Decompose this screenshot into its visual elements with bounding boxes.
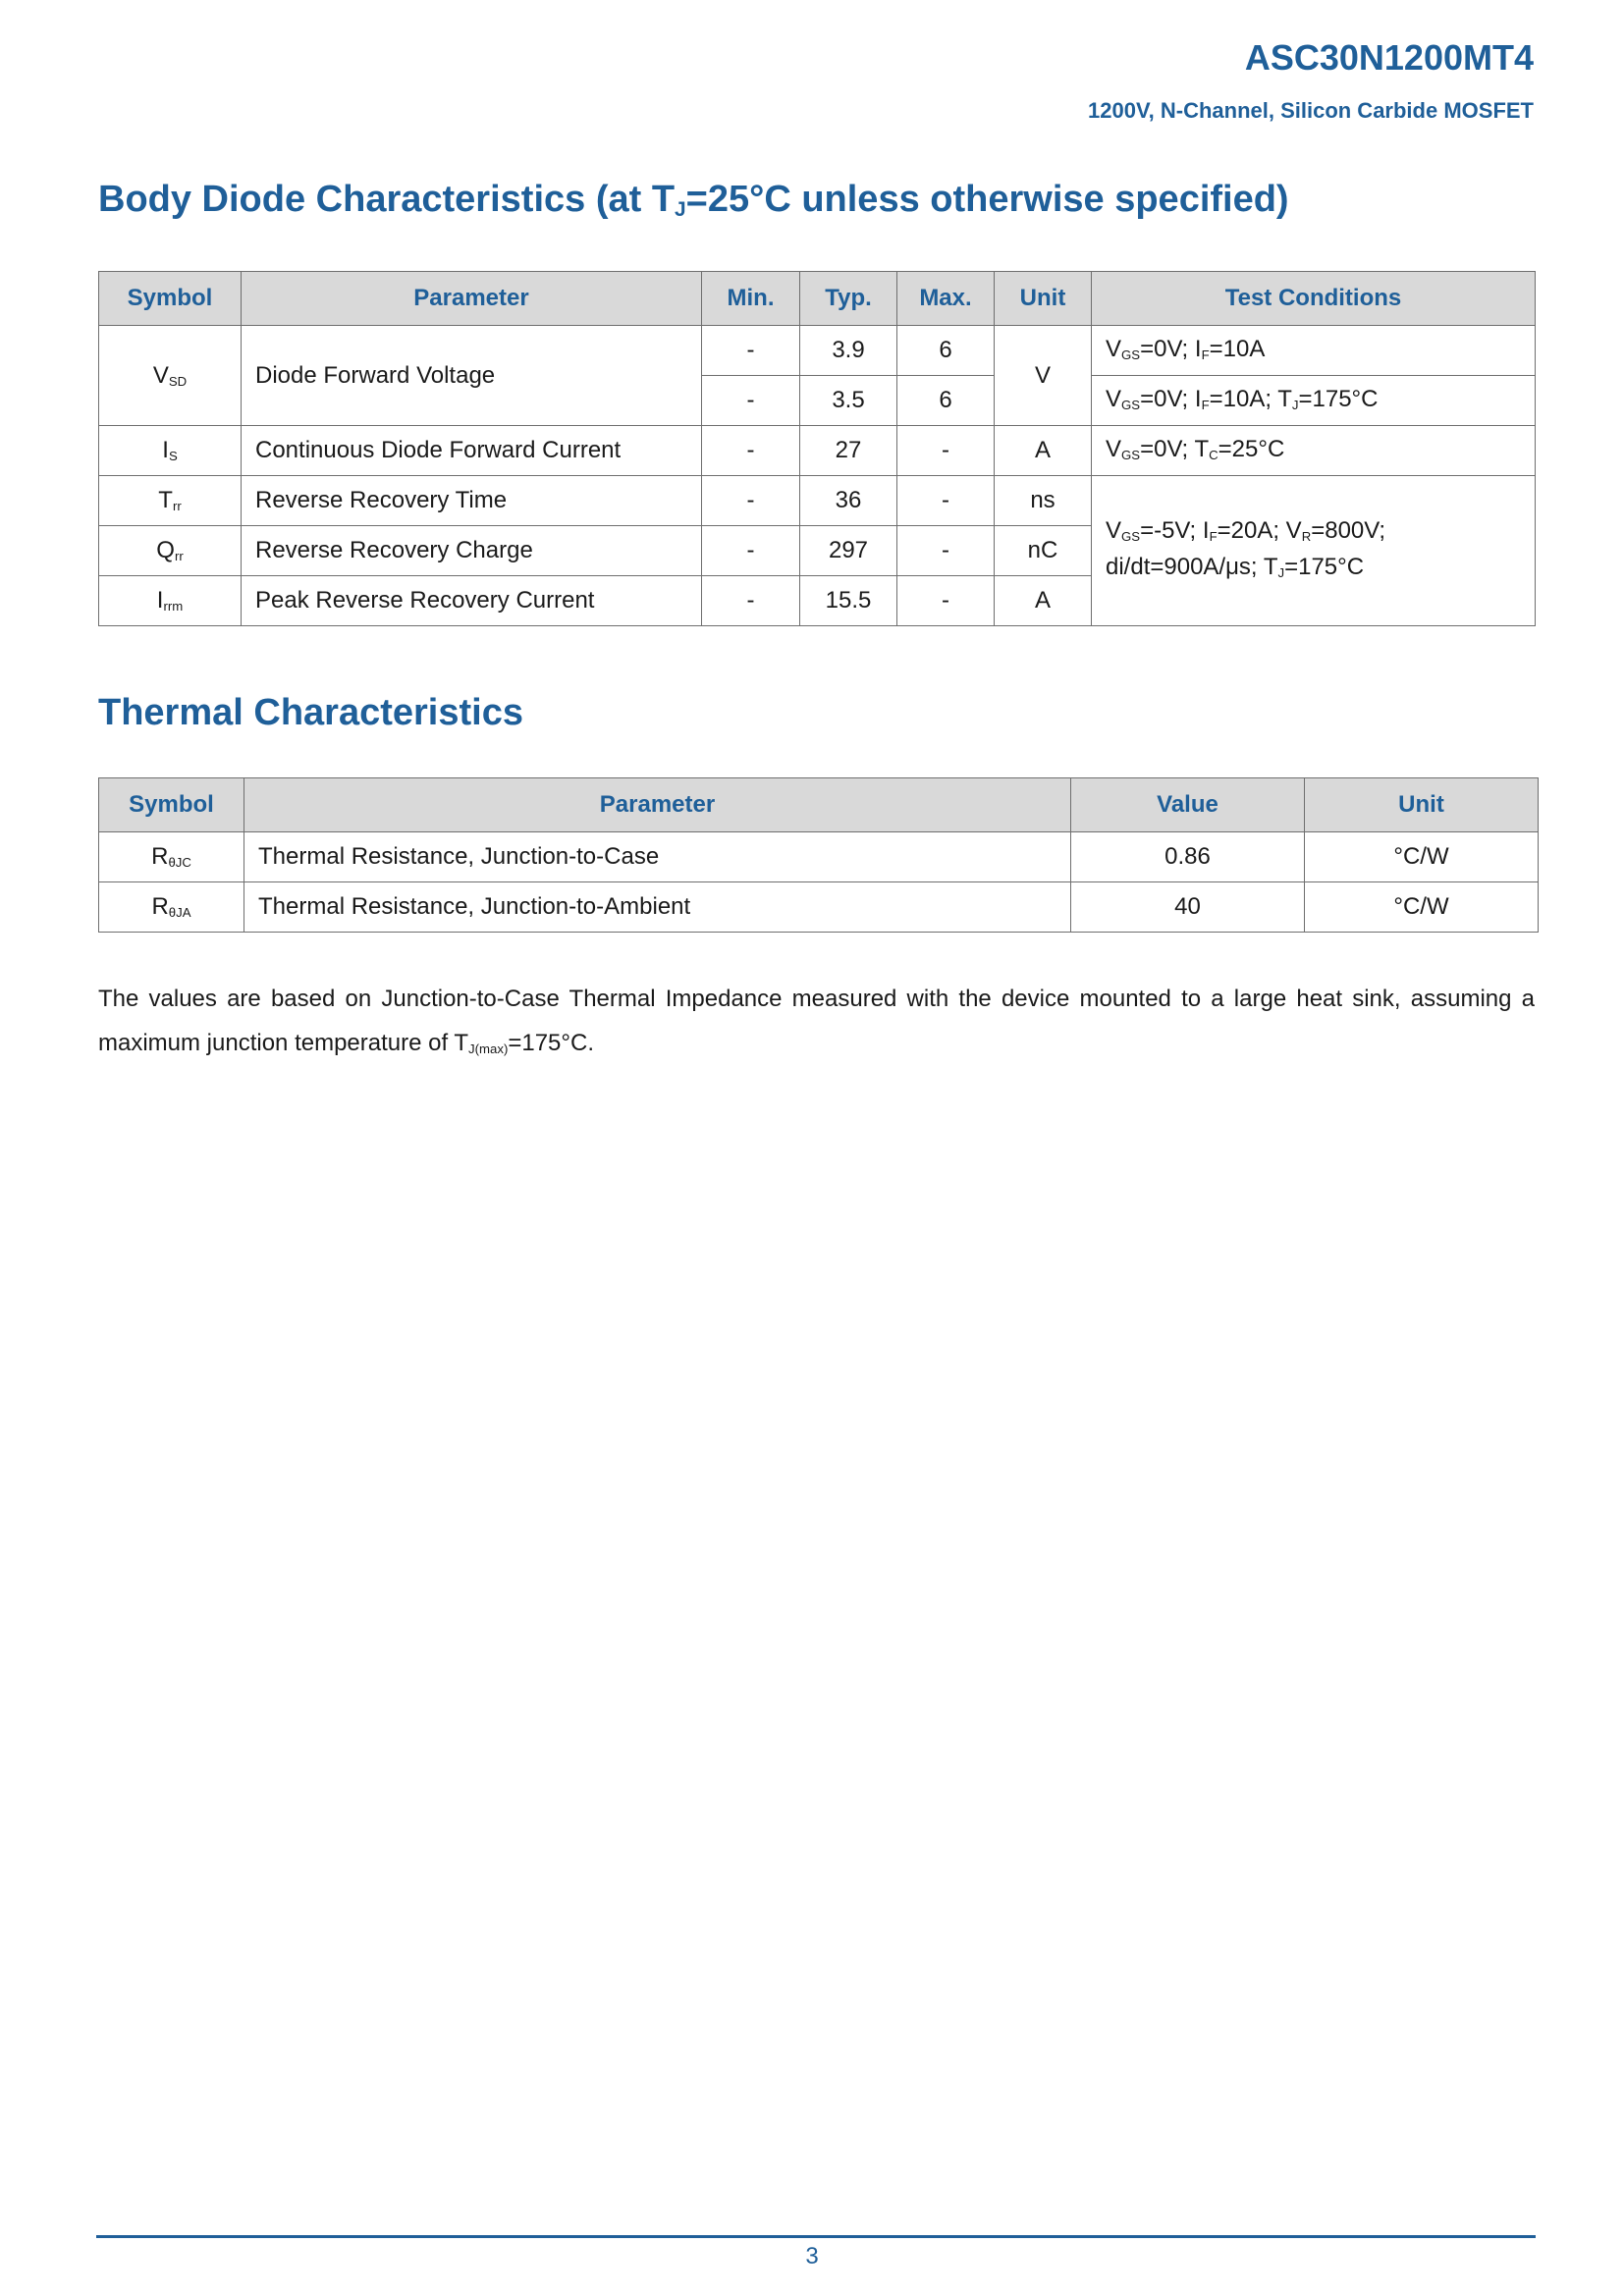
body-diode-title-pre: Body Diode Characteristics (at T — [98, 179, 676, 220]
symbol-subscript: SD — [168, 373, 188, 389]
body-diode-title-sub: J — [675, 198, 686, 222]
col-header-unit: Unit — [995, 272, 1092, 326]
thermal-table — [98, 777, 1539, 933]
test-condition-cell: VGS=0V; TC=25°C — [1092, 426, 1536, 476]
typ-cell: 27 — [800, 426, 897, 476]
table-row — [99, 426, 1536, 476]
note-text: The values are based on Junction-to-Case Thermal Impedance measured with the device mounted to a large heat sink, assuming a maximum junction temperature of T — [98, 986, 1535, 1056]
max-cell: 6 — [897, 376, 995, 426]
parameter-cell: Diode Forward Voltage — [242, 326, 702, 426]
table-row — [99, 326, 1536, 376]
note-text-end: =175°C. — [508, 1030, 594, 1056]
min-cell: - — [702, 476, 800, 526]
col-header-symbol: Symbol — [99, 778, 244, 832]
symbol-cell: RθJC — [99, 832, 244, 882]
symbol-cell: Trr — [99, 476, 242, 526]
min-cell: - — [702, 426, 800, 476]
typ-cell: 36 — [800, 476, 897, 526]
page-number: 3 — [805, 2243, 819, 2269]
table-header-row — [99, 272, 1536, 326]
body-diode-section-title — [98, 179, 1289, 221]
max-cell: - — [897, 476, 995, 526]
table-row — [99, 882, 1539, 933]
symbol-cell: Qrr — [99, 526, 242, 576]
min-cell: - — [702, 576, 800, 626]
table-row — [99, 832, 1539, 882]
value-cell: 0.86 — [1071, 832, 1305, 882]
symbol-cell — [99, 326, 242, 426]
body-diode-table — [98, 271, 1536, 626]
max-cell: - — [897, 576, 995, 626]
thermal-section-title: Thermal Characteristics — [98, 692, 523, 733]
col-header-symbol: Symbol — [99, 272, 242, 326]
typ-cell: 3.9 — [800, 326, 897, 376]
symbol-cell: RθJA — [99, 882, 244, 933]
unit-cell: V — [995, 326, 1092, 426]
table-header-row — [99, 778, 1539, 832]
unit-cell: A — [995, 426, 1092, 476]
typ-cell: 15.5 — [800, 576, 897, 626]
max-cell: 6 — [897, 326, 995, 376]
body-diode-title-post: =25°C unless otherwise specified) — [685, 179, 1289, 220]
col-header-parameter: Parameter — [244, 778, 1071, 832]
unit-cell: A — [995, 576, 1092, 626]
symbol-cell: Irrm — [99, 576, 242, 626]
min-cell: - — [702, 376, 800, 426]
parameter-cell: Reverse Recovery Time — [242, 476, 702, 526]
col-header-parameter: Parameter — [242, 272, 702, 326]
col-header-test-conditions: Test Conditions — [1092, 272, 1536, 326]
table-row — [99, 476, 1536, 526]
test-condition-cell: VGS=0V; IF=10A; TJ=175°C — [1092, 376, 1536, 426]
max-cell: - — [897, 526, 995, 576]
parameter-cell: Reverse Recovery Charge — [242, 526, 702, 576]
col-header-value: Value — [1071, 778, 1305, 832]
value-cell: 40 — [1071, 882, 1305, 933]
product-subtitle: 1200V, N-Channel, Silicon Carbide MOSFET — [1088, 98, 1534, 123]
col-header-max: Max. — [897, 272, 995, 326]
parameter-cell: Peak Reverse Recovery Current — [242, 576, 702, 626]
parameter-cell: Thermal Resistance, Junction-to-Ambient — [244, 882, 1071, 933]
typ-cell: 297 — [800, 526, 897, 576]
unit-cell: °C/W — [1305, 832, 1539, 882]
min-cell: - — [702, 326, 800, 376]
col-header-unit: Unit — [1305, 778, 1539, 832]
symbol-cell: IS — [99, 426, 242, 476]
unit-cell: nC — [995, 526, 1092, 576]
test-condition-cell: VGS=-5V; IF=20A; VR=800V; di/dt=900A/μs; TJ=175°C — [1092, 476, 1536, 626]
typ-cell: 3.5 — [800, 376, 897, 426]
min-cell: - — [702, 526, 800, 576]
footer-divider — [96, 2235, 1536, 2238]
part-number: ASC30N1200MT4 — [1244, 37, 1534, 78]
col-header-typ: Typ. — [800, 272, 897, 326]
unit-cell: ns — [995, 476, 1092, 526]
max-cell: - — [897, 426, 995, 476]
col-header-min: Min. — [702, 272, 800, 326]
thermal-note-paragraph — [98, 977, 1535, 1068]
note-subscript: J(max) — [468, 1041, 509, 1057]
unit-cell: °C/W — [1305, 882, 1539, 933]
test-condition-cell: VGS=0V; IF=10A — [1092, 326, 1536, 376]
symbol-text: V — [152, 361, 169, 389]
parameter-cell: Continuous Diode Forward Current — [242, 426, 702, 476]
parameter-cell: Thermal Resistance, Junction-to-Case — [244, 832, 1071, 882]
